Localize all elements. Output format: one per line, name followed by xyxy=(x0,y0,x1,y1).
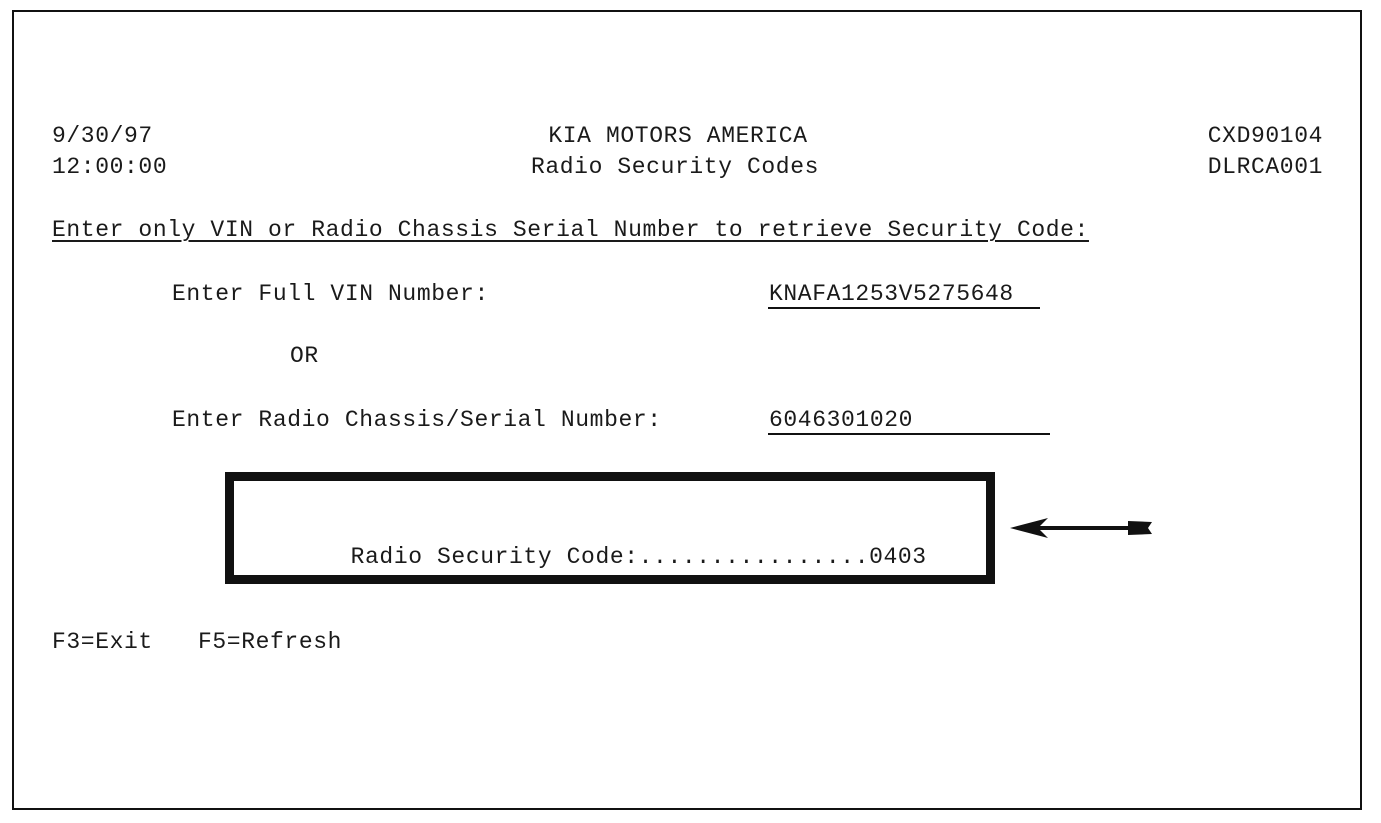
screen-title: Radio Security Codes xyxy=(530,154,820,180)
f3-exit-key[interactable]: F3=Exit xyxy=(52,629,153,655)
security-code-label: Radio Security Code:................ xyxy=(350,544,870,570)
header-screen-id: DLRCA001 xyxy=(1207,154,1323,180)
radio-serial-label: Enter Radio Chassis/Serial Number: xyxy=(172,407,662,433)
f5-refresh-key[interactable]: F5=Refresh xyxy=(198,629,343,655)
security-code-result-box xyxy=(225,472,995,584)
header-company: KIA MOTORS AMERICA xyxy=(548,123,808,149)
security-code-value: 0403 xyxy=(869,544,927,570)
header-date: 9/30/97 xyxy=(52,123,153,149)
instructions-text: Enter only VIN or Radio Chassis Serial Number to retrieve Security Code: xyxy=(52,217,1089,243)
header-program-id: CXD90104 xyxy=(1207,123,1323,149)
header-time: 12:00:00 xyxy=(52,154,168,180)
arrow-left-icon xyxy=(1010,516,1155,540)
vin-input[interactable]: KNAFA1253V5275648 xyxy=(768,281,1040,309)
vin-label: Enter Full VIN Number: xyxy=(172,281,489,307)
or-label: OR xyxy=(290,343,319,369)
radio-serial-input[interactable]: 6046301020 xyxy=(768,407,1050,435)
